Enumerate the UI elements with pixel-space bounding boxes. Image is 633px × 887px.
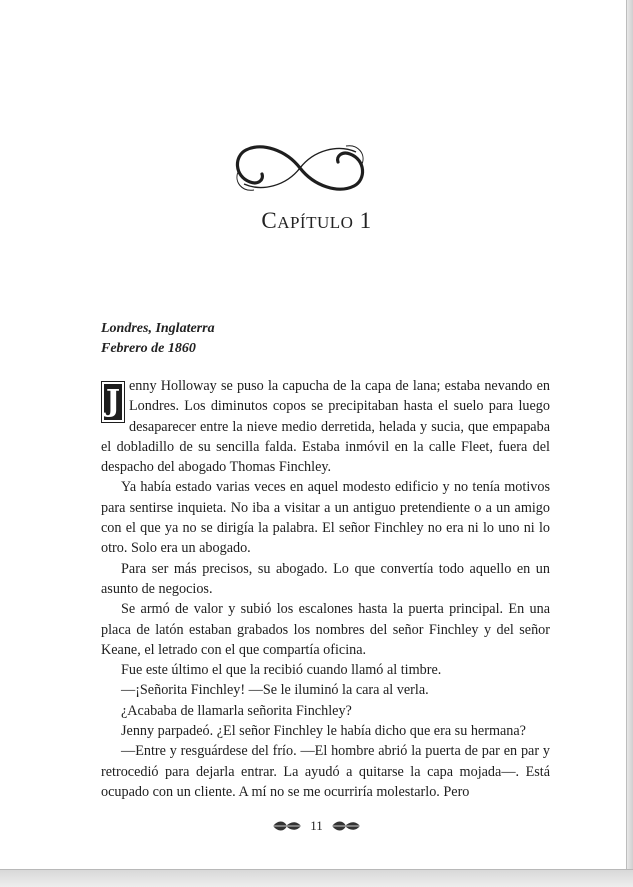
chapter-title-rest: APÍTULO [277,213,354,232]
body-text [101,376,550,802]
paragraph-text: enny Holloway se puso la capucha de la capa de lana; estaba nevando en Londres. Los diminutos copos se precipitaban hasta el suelo para luego desaparecer entre la nieve medio derretida, helada y sucia, que empapaba el dobladillo de su sencilla falda. Estaba inmóvil en la calle Fleet, fuera del despacho del abogado Thomas Finchley. [101,378,550,476]
page-number: 11 [310,818,323,833]
date: Febrero de 1860 [101,341,196,356]
paragraph: Se armó de valor y subió los escalones hasta la puerta principal. En una placa de latón estaban grabados los nombres del señor Finchley y del señor Keane, el letrado con el que compartía oficina. [101,601,550,658]
paragraph: Fue este último el que la recibió cuando llamó al timbre. [121,662,442,679]
page-footer [0,816,633,836]
paragraph: Ya había estado varias veces en aquel modesto edificio y no tenía motivos para sentirse inquieta. No iba a visitar a un antiguo pretendiente o a un amigo con el que ya no se dirigía la palabra. El señor Finchley no era ni lo uno ni lo otro. Solo era un abogado. [101,479,550,557]
paragraph: Para ser más precisos, su abogado. Lo que convertía todo aquello en un asunto de negocios. [101,560,550,597]
leaf-ornament-right-icon [331,820,361,832]
paragraph: —¡Señorita Finchley! —Se le iluminó la cara al verla. [121,682,429,699]
page-edge [626,0,633,870]
chapter-title [0,208,633,234]
chapter-number: 1 [359,208,372,233]
place-date-heading [101,319,521,359]
paragraph: ¿Acababa de llamarla señorita Finchley? [121,702,352,719]
page-bottom-edge [0,869,633,887]
paragraph: Jenny parpadeó. ¿El señor Finchley le había dicho que era su hermana? [121,723,526,740]
infinity-flourish-icon [232,138,368,198]
chapter-title-initial: C [261,208,278,233]
leaf-ornament-left-icon [272,820,302,832]
paragraph [101,376,550,477]
paragraph: —Entre y resguárdese del frío. —El hombre abrió la puerta de par en par y retrocedió para dejarla entrar. La ayudó a quitarse la capa mojada—. Está ocupado con un cliente. A mí no se me ocurriría molestarlo. Pero [101,743,550,800]
drop-cap: J [101,381,125,423]
location: Londres, Inglaterra [101,321,215,336]
